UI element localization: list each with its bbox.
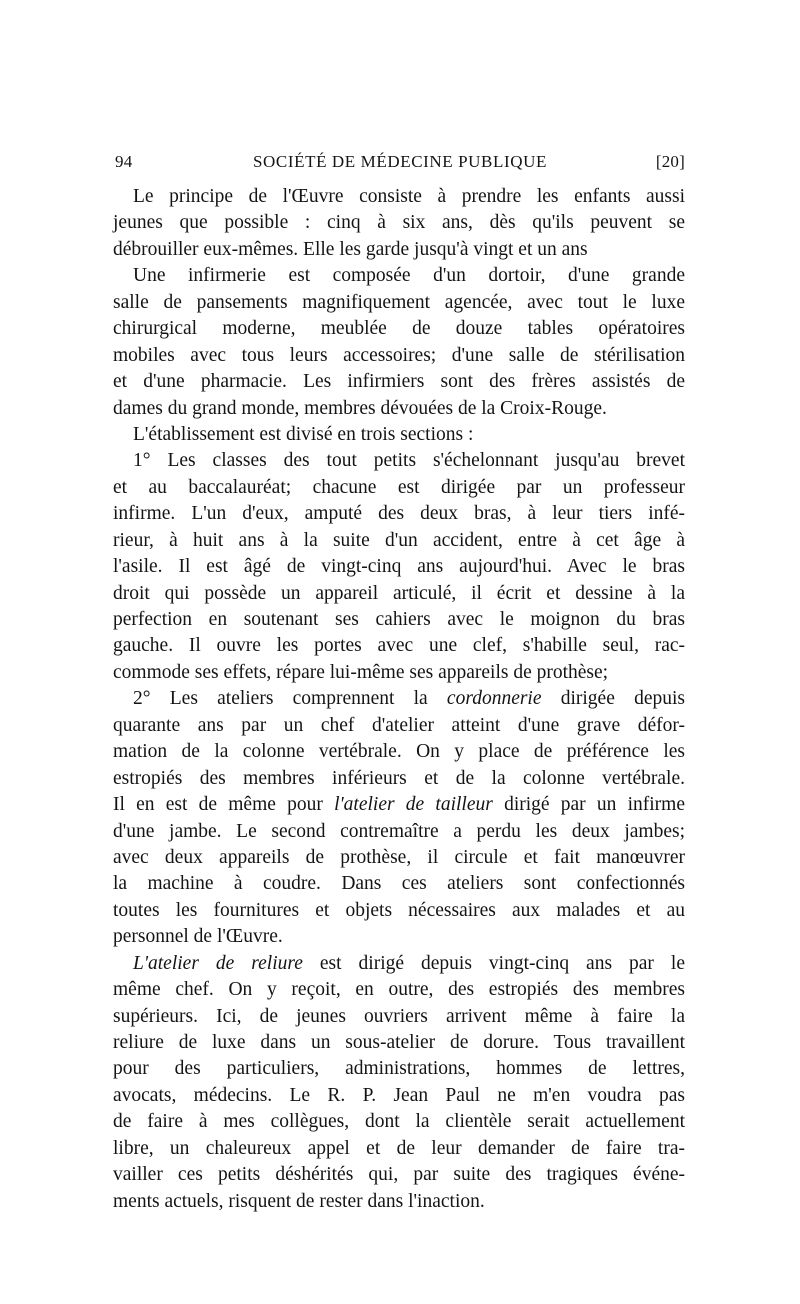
italic-term: l'atelier de tailleur <box>334 794 493 816</box>
text-line <box>113 316 685 342</box>
text-line <box>113 898 685 924</box>
text-segment: 1° Les classes des tout petits s'échelonnant jusqu'au brevet <box>133 450 685 472</box>
text-segment: vailler ces petits déshérités qui, par suite des tragiques événe- <box>113 1164 685 1186</box>
text-line <box>113 263 685 289</box>
text-segment: chirurgical moderne, meublée de douze tables opératoires <box>113 318 685 340</box>
text-segment: reliure de luxe dans un sous-atelier de dorure. Tous travaillent <box>113 1032 685 1053</box>
text-segment: salle de pansements magnifiquement agencée, avec tout le luxe <box>113 291 685 313</box>
text-line <box>113 528 685 554</box>
text-line <box>113 607 685 633</box>
text-line <box>113 977 685 1003</box>
text-line <box>113 845 685 871</box>
text-line <box>113 422 685 448</box>
text-segment: commode ses effets, répare lui-même ses appareils de prothèse; <box>113 661 609 683</box>
text-line <box>113 501 685 527</box>
text-segment: 2° Les ateliers comprennent la <box>133 688 447 710</box>
text-line <box>113 184 685 210</box>
text-line <box>113 369 685 395</box>
text-segment: mobiles avec tous leurs accessoires; d'une salle de stérilisation <box>113 344 685 366</box>
text-segment: quarante ans par un chef d'atelier atteint d'une grave défor- <box>113 714 685 736</box>
text-line <box>113 237 685 263</box>
text-line <box>113 343 685 369</box>
text-segment: et au baccalauréat; chacune est dirigée par un professeur <box>113 476 685 498</box>
text-segment: libre, un chaleureux appel et de leur demander de faire tra- <box>113 1137 685 1159</box>
text-segment: et d'une pharmacie. Les infirmiers sont des frères assistés de <box>113 371 685 393</box>
text-segment: la machine à coudre. Dans ces ateliers sont confectionnés <box>113 873 685 895</box>
text-segment: de faire à mes collègues, dont la clientèle serait actuellement <box>113 1111 685 1133</box>
italic-term: L'atelier de reliure <box>133 952 303 974</box>
text-segment: supérieurs. Ici, de jeunes ouvriers arrivent même à faire la <box>113 1005 685 1027</box>
text-line <box>113 713 685 739</box>
text-line <box>113 819 685 845</box>
text-segment: mation de la colonne vertébrale. On y place de préférence les <box>113 741 685 763</box>
text-segment: Le principe de l'Œuvre consiste à prendre les enfants aussi <box>133 186 685 207</box>
text-line <box>113 1189 685 1215</box>
text-segment: débrouiller eux-mêmes. Elle les garde jusqu'à vingt et un ans <box>113 238 588 260</box>
text-line <box>113 1004 685 1030</box>
text-line <box>113 1083 685 1109</box>
text-segment: toutes les fournitures et objets nécessaires aux malades et au <box>113 899 685 921</box>
text-line <box>113 290 685 316</box>
text-line <box>113 660 685 686</box>
text-line <box>113 924 685 950</box>
section-number: [20] <box>655 152 685 171</box>
page-number: 94 <box>115 152 133 171</box>
text-segment: dirigé par un infirme <box>492 794 685 816</box>
text-line <box>113 1162 685 1188</box>
body-text <box>113 184 685 1215</box>
page-header <box>115 152 685 176</box>
text-segment: est dirigé depuis vingt-cinq ans par le <box>302 952 685 974</box>
text-line <box>113 951 685 977</box>
text-line <box>113 766 685 792</box>
text-line <box>113 792 685 818</box>
text-segment: gauche. Il ouvre les portes avec une clef, s'habille seul, rac- <box>113 635 685 657</box>
text-segment: avocats, médecins. Le R. P. Jean Paul ne m'en voudra pas <box>113 1084 685 1106</box>
text-segment: perfection en soutenant ses cahiers avec le moignon du bras <box>113 609 685 630</box>
text-line <box>113 448 685 474</box>
text-line <box>113 396 685 422</box>
text-line <box>113 1109 685 1135</box>
text-line <box>113 739 685 765</box>
text-line <box>113 554 685 580</box>
text-segment: dirigée depuis <box>541 688 685 710</box>
text-line <box>113 1136 685 1162</box>
text-segment: personnel de l'Œuvre. <box>113 926 283 948</box>
text-segment: avec deux appareils de prothèse, il circule et fait manœuvrer <box>113 846 685 868</box>
italic-term: cordonnerie <box>446 688 542 710</box>
text-line <box>113 210 685 236</box>
text-segment: dames du grand monde, membres dévouées de la Croix-Rouge. <box>113 397 607 419</box>
text-segment: infirme. L'un d'eux, amputé des deux bras, à leur tiers infé- <box>113 503 685 525</box>
text-line <box>113 686 685 712</box>
text-line <box>113 871 685 897</box>
text-line <box>113 1056 685 1082</box>
text-segment: estropiés des membres inférieurs et de la colonne vertébrale. <box>113 767 685 789</box>
text-segment: droit qui possède un appareil articulé, il écrit et dessine à la <box>113 582 685 604</box>
text-segment: d'une jambe. Le second contremaître a perdu les deux jambes; <box>113 820 685 842</box>
text-segment: même chef. On y reçoit, en outre, des estropiés des membres <box>113 979 685 1001</box>
text-segment: l'asile. Il est âgé de vingt-cinq ans aujourd'hui. Avec le bras <box>113 556 685 578</box>
text-segment: L'établissement est divisé en trois sections : <box>133 423 474 445</box>
text-segment: ments actuels, risquent de rester dans l'inaction. <box>113 1190 485 1212</box>
running-title: SOCIÉTÉ DE MÉDECINE PUBLIQUE <box>253 152 547 171</box>
text-line <box>113 581 685 607</box>
text-segment: Une infirmerie est composée d'un dortoir, d'une grande <box>133 265 685 287</box>
text-segment: Il en est de même pour <box>113 794 335 816</box>
text-segment: pour des particuliers, administrations, hommes de lettres, <box>113 1058 685 1080</box>
text-line <box>113 475 685 501</box>
text-line <box>113 1030 685 1056</box>
text-line <box>113 633 685 659</box>
text-segment: jeunes que possible : cinq à six ans, dès qu'ils peuvent se <box>113 212 685 234</box>
text-segment: rieur, à huit ans à la suite d'un accident, entre à cet âge à <box>113 529 685 551</box>
